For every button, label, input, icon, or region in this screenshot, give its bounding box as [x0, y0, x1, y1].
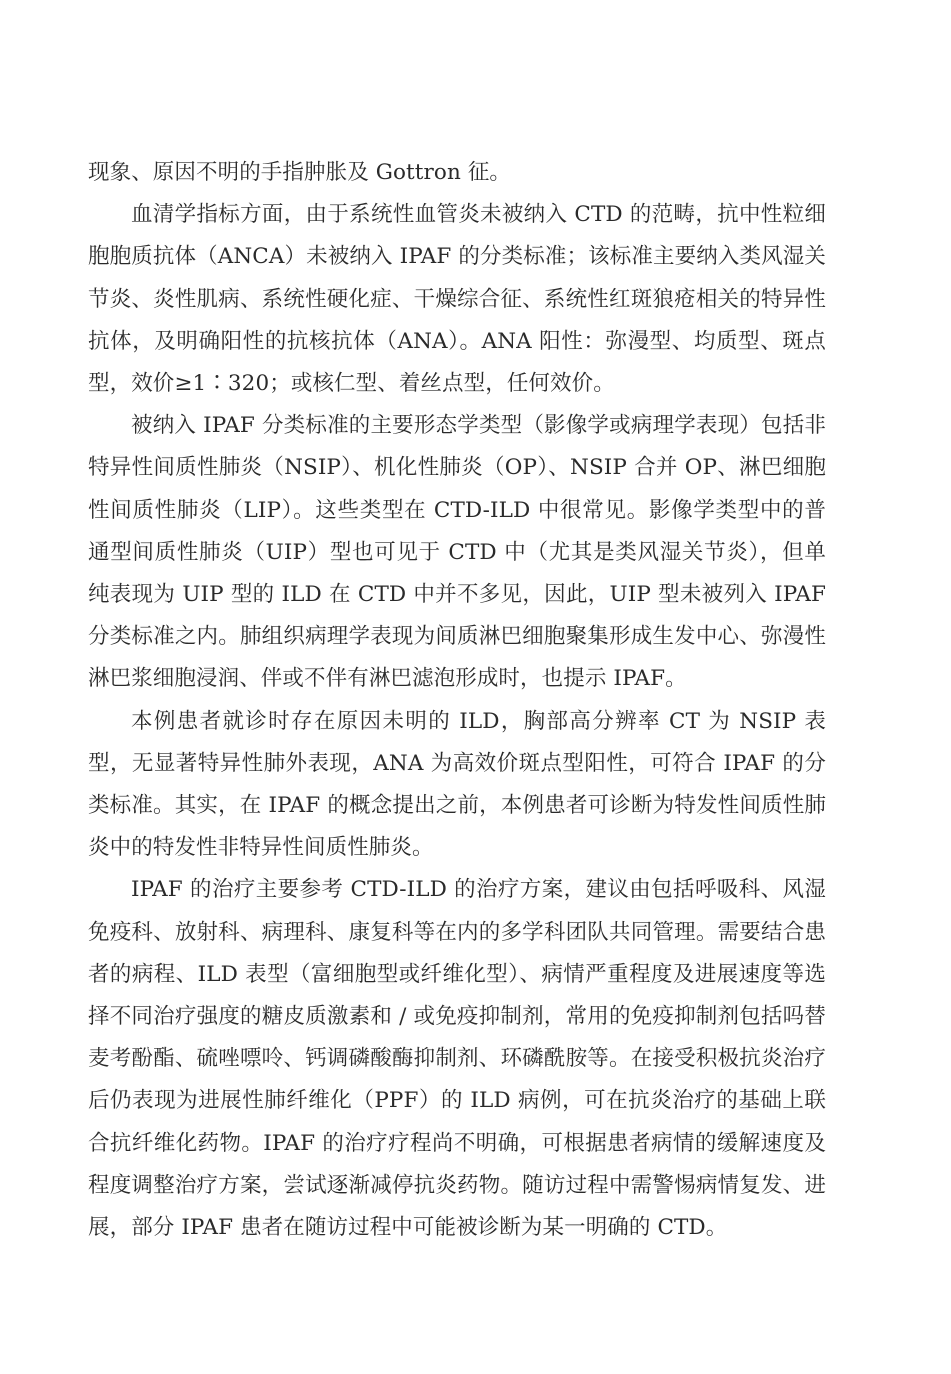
text-line: 不伴有淋巴滤泡形成时，也提示 IPAF。 — [304, 666, 687, 692]
text-line: 实，在 IPAF 的概念提出之前，本例患者可诊断为特发性间质性肺炎中的特发性 — [88, 793, 826, 861]
text-line: 非特异性间质性肺炎。 — [217, 835, 434, 861]
text-line: 肺炎（UIP）型也可见于 CTD 中（尤其是类风湿关节炎），但单纯表现为 UIP 型 — [88, 539, 826, 608]
text-line: 本例患者就诊时存在原因未明的 ILD，胸部高分辨率 CT 为 NSIP 表型，无 — [88, 708, 826, 776]
text-line: IPAF 的治疗主要参考 CTD-ILD 的治疗方案，建议由包括呼吸科、风湿免疫 — [88, 877, 826, 945]
text-line: 尝试逐渐减停抗炎药物。随访过程中需警惕病情复发、进展，部分 IPAF 患者在 — [88, 1172, 826, 1241]
paragraph-continuation: 现象、原因不明的手指肿胀及 Gottron 征。 — [88, 160, 512, 185]
text-line: 展性肺纤维化（PPF）的 ILD 病例，可在抗炎治疗的基础上联合抗纤维化药物。 — [88, 1088, 826, 1156]
text-line: 科、放射科、病理科、康复科等在内的多学科团队共同管理。需要结合患者的病 — [88, 919, 827, 987]
text-line: IPAF 的治疗疗程尚不明确，可根据患者病情的缓解速度及程度调整治疗方案， — [88, 1130, 826, 1198]
text-line: 胞质抗体（ANCA）未被纳入 IPAF 的分类标准；该标准主要纳入类风湿关节炎、 — [88, 244, 826, 312]
text-line: 异性间质性肺炎（NSIP）、机化性肺炎（OP）、NSIP 合并 OP、淋巴细胞性间质 — [88, 455, 826, 523]
text-line: 随访过程中可能被诊断为某一明确的 CTD。 — [304, 1215, 728, 1241]
text-line: 被纳入 IPAF 分类标准的主要形态学类型（影像学或病理学表现）包括非特 — [88, 413, 826, 481]
text-line: 明确阳性的抗核抗体（ANA）。ANA 阳性：弥漫型、均质型、斑点型，效价≥ — [88, 328, 826, 397]
text-line: 硫唑嘌呤、钙调磷酸酶抑制剂、环磷酰胺等。在接受积极抗炎治疗后仍表现为进 — [88, 1046, 826, 1114]
text-line: 血清学指标方面，由于系统性血管炎未被纳入 CTD 的范畴，抗中性粒细胞 — [88, 202, 826, 270]
paragraph-serology — [88, 194, 826, 405]
text-line: 1∶320；或核仁型、着丝点型，任何效价。 — [192, 371, 615, 397]
text-line: 显著特异性肺外表现，ANA 为高效价斑点型阳性，可符合 IPAF 的分类标准。其 — [88, 750, 826, 819]
paragraph-morphology — [88, 405, 826, 700]
text-line: 织病理学表现为间质淋巴细胞聚集形成生发中心、弥漫性淋巴浆细胞浸润、伴或 — [88, 624, 826, 692]
paragraph-treatment — [88, 869, 826, 1249]
text-line: 性肺炎（LIP）。这些类型在 CTD-ILD 中很常见。影像学类型中的普通型间质性 — [88, 497, 826, 565]
text-line: 疗强度的糖皮质激素和 / 或免疫抑制剂，常用的免疫抑制剂包括吗替麦考酚酯、 — [88, 1004, 826, 1072]
text-line: 程、ILD 表型（富细胞型或纤维化型）、病情严重程度及进展速度等选择不同治 — [88, 961, 826, 1030]
text-line: 的 ILD 在 CTD 中并不多见，因此，UIP 型未被列入 IPAF 分类标准之内。肺组 — [88, 582, 826, 650]
paragraph-case — [88, 701, 826, 870]
document-body — [88, 152, 826, 1249]
text-line: 炎性肌病、系统性硬化症、干燥综合征、系统性红斑狼疮相关的特异性抗体，及 — [88, 286, 826, 354]
